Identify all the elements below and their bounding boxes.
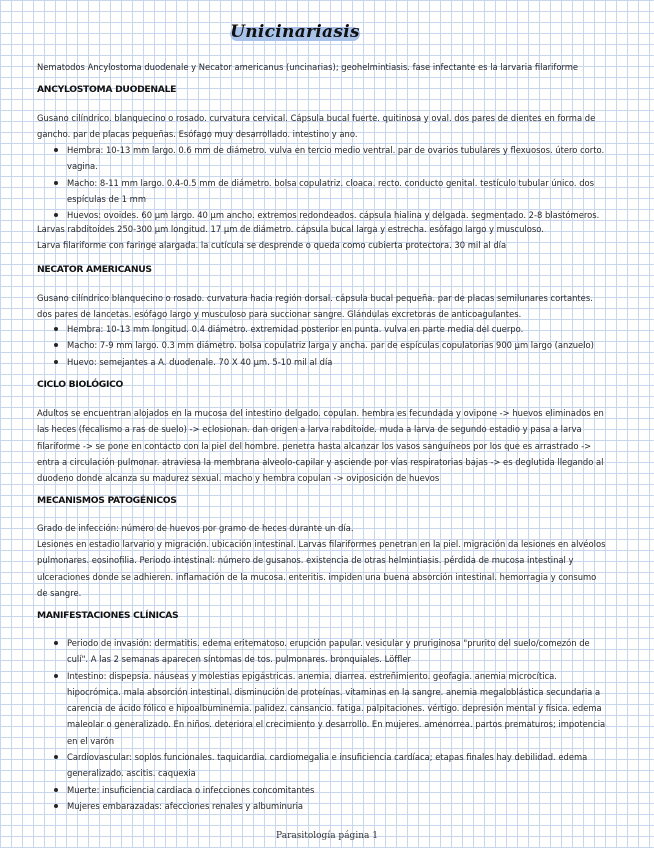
list-item: Periodo de invasión: dermatitis. edema eritematoso. erupción papular. vesicular y pruriginosa "prurito del suelo/comezón de culí". A las 2 semanas aparecen síntomas de tos. pulmonares. bronquiales. Löffler xyxy=(37,635,607,668)
ancylostoma-list xyxy=(37,142,607,223)
list-item: Hembra: 10-13 mm largo. 0.6 mm de diámetro. vulva en tercio medio ventral. par de ovarios tubulares y flexuosos. útero corto. vagina. xyxy=(37,142,607,175)
page-footer: Parasitología página 1 xyxy=(276,831,378,841)
list-item: Macho: 7-9 mm largo. 0.3 mm diámetro. bolsa copulatriz larga y ancha. par de espículas copulatorias 900 μm largo (anzuelo) xyxy=(37,337,607,353)
heading-mecanismos: MECANISMOS PATOGÉNICOS xyxy=(37,495,177,506)
list-item: Mujeres embarazadas: afecciones renales y albuminuria xyxy=(37,798,607,814)
heading-ancylostoma: ANCYLOSTOMA DUODENALE xyxy=(37,84,177,95)
necator-list xyxy=(37,321,607,370)
manifestaciones-list xyxy=(37,635,607,814)
heading-manifestaciones: MANIFESTACIONES CLÍNICAS xyxy=(37,610,179,621)
list-item: Macho: 8-11 mm largo. 0.4-0.5 mm de diámetro. bolsa copulatriz. cloaca. recto. conducto genital. testículo tubular único. dos espículas de 1 mm xyxy=(37,175,607,208)
list-item: Cardiovascular: soplos funcionales. taquicardia. cardiomegalia e insuficiencia cardíaca; etapas finales hay debilidad. edema generalizado. ascitis. caquexia xyxy=(37,749,607,782)
page-title-block xyxy=(230,22,360,42)
heading-ciclo: CICLO BIOLÓGICO xyxy=(37,379,124,390)
intro-text: Nematodos Ancylostoma duodenale y Necator americanus (uncinarias); geohelmintiasis. fase infectante es la larvaria filariforme xyxy=(37,62,579,72)
mecanismos-line-2: Lesiones en estadio larvario y migración. ubicación intestinal. Larvas filariformes penetran en la piel. migración da lesiones en alvéolos pulmonares. eosinofilia. Periodo intestinal: número de gusanos. existencia de otras helmintiasis. pérdida de mucosa intestinal y ulceraciones donde se adhieren. inflamación de la mucosa. enteritis. impiden una buena absorción intestinal. hemorragia y consumo de sangre. xyxy=(37,539,606,598)
list-item: Hembra: 10-13 mm longitud. 0.4 diámetro. extremidad posterior en punta. vulva en parte media del cuerpo. xyxy=(37,321,607,337)
filariform-larva-text: Larva filariforme con faringe alargada. la cutícula se desprende o queda como cubierta protectora. 30 mil al día xyxy=(37,240,507,250)
necator-description: Gusano cilíndrico blanquecino o rosado. curvatura hacia región dorsal. cápsula bucal pequeña. par de placas semilunares cortantes. dos pares de lancetas. esófago largo y musculoso para succionar sangre. Glándulas excretoras de anticoagulantes. xyxy=(37,293,593,320)
page-title: Unicinariasis xyxy=(230,22,360,42)
rhabditoid-larva-text: Larvas rabditoides 250-300 μm longitud. 17 μm de diámetro. cápsula bucal larga y estrecha. esófago largo y musculoso. xyxy=(37,224,544,234)
ciclo-text: Adultos se encuentran alojados en la mucosa del intestino delgado. copulan. hembra es fecundada y ovipone -> huevos eliminados en las heces (fecalismo a ras de suelo) -> eclosionan. dan origen a larva rabditoide. muda a larva de segundo estadio y pasa a larva filariforme -> se pone en contacto con la piel del hombre. penetra hasta alcanzar los vasos sanguíneos por los que es arrastrado -> entra a circulación pulmonar. atraviesa la membrana alveolo-capilar y asciende por vías respiratorias bajas -> es deglutida llegando al duodeno donde alcanza su madurez sexual. macho y hembra copulan -> oviposición de huevos xyxy=(37,408,604,484)
mecanismos-line-1: Grado de infección: número de huevos por gramo de heces durante un día. xyxy=(37,523,354,533)
list-item: Huevo: semejantes a A. duodenale. 70 X 40 μm. 5-10 mil al día xyxy=(37,354,607,370)
heading-necator: NECATOR AMERICANUS xyxy=(37,264,152,275)
list-item: Huevos: ovoides. 60 μm largo. 40 μm ancho. extremos redondeados. cápsula hialina y delgada. segmentado. 2-8 blastómeros. xyxy=(37,207,607,223)
list-item: Muerte: insuficiencia cardiaca o infecciones concomitantes xyxy=(37,782,607,798)
ancylostoma-description: Gusano cilíndrico. blanquecino o rosado. curvatura cervical. Cápsula bucal fuerte. quitinosa y oval. dos pares de dientes en forma de gancho. par de placas pequeñas. Esófago muy desarrollado. intestino y ano. xyxy=(37,113,596,140)
list-item: Intestino: dispepsia. náuseas y molestias epigástricas. anemia. diarrea. estreñimiento. geofagia. anemia microcítica. hipocrómica. mala absorción intestinal. disminución de proteínas. vitaminas en la sangre. anemia megaloblástica secundaria a carencia de ácido fólico e hipoalbuminemia. palidez. cansancio. fatiga. palpitaciones. vértigo. depresión mental y física. edema maleolar o generalizado. En niños. deteriora el crecimiento y desarrollo. En mujeres. amenorrea. partos prematuros; impotencia en el varón xyxy=(37,668,607,749)
